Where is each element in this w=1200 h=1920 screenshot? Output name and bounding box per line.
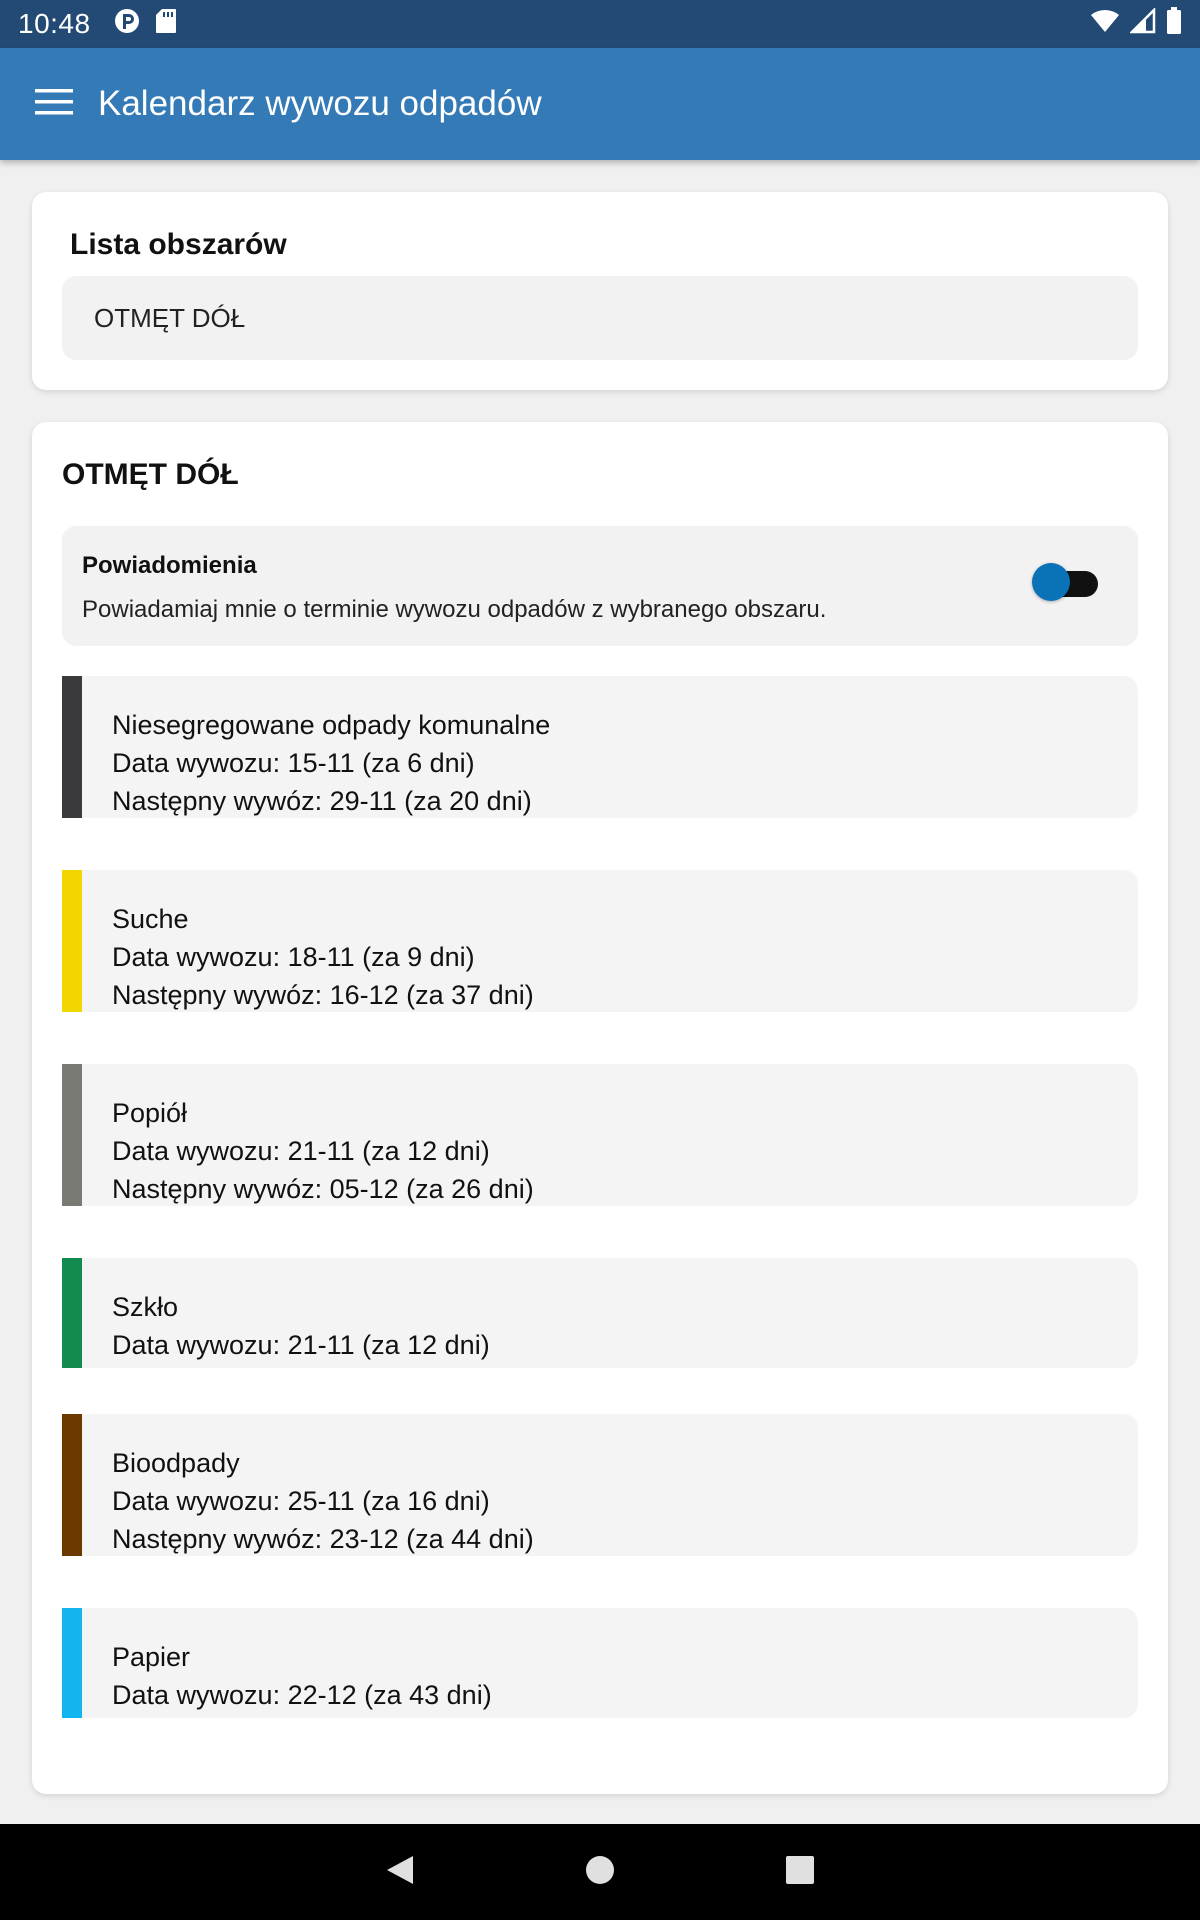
waste-item (62, 870, 1138, 1012)
waste-color-stripe (62, 1064, 82, 1206)
back-triangle-icon (385, 1854, 415, 1891)
waste-pickup-date: Data wywozu: 21-11 (za 12 dni) (112, 1136, 490, 1166)
waste-pickup-date: Data wywozu: 25-11 (za 16 dni) (112, 1486, 490, 1516)
area-name: OTMĘT DÓŁ (94, 302, 246, 333)
waste-pickup-date: Data wywozu: 18-11 (za 9 dni) (112, 942, 475, 972)
app-title: Kalendarz wywozu odpadów (98, 84, 542, 123)
toggle-thumb (1032, 563, 1070, 601)
areas-card-title: Lista obszarów (70, 228, 287, 261)
notifications-panel (62, 526, 1138, 646)
waste-next-pickup: Następny wywóz: 29-11 (za 20 dni) (112, 786, 532, 816)
hamburger-menu-icon (35, 88, 73, 121)
wifi-icon (1090, 8, 1120, 41)
waste-color-stripe (62, 1608, 82, 1718)
battery-icon (1166, 7, 1182, 42)
waste-pickup-date: Data wywozu: 22-12 (za 43 dni) (112, 1680, 492, 1710)
waste-item (62, 1414, 1138, 1556)
waste-color-stripe (62, 870, 82, 1012)
area-list-item[interactable] (62, 276, 1138, 360)
status-time: 10:48 (18, 8, 91, 39)
menu-button[interactable] (26, 76, 82, 132)
waste-name: Bioodpady (112, 1448, 240, 1478)
waste-color-stripe (62, 1258, 82, 1368)
waste-name: Szkło (112, 1292, 179, 1322)
notifications-description: Powiadamiaj mnie o terminie wywozu odpadów z wybranego obszaru. (82, 596, 827, 623)
cell-signal-icon (1130, 8, 1156, 41)
waste-name: Suche (112, 904, 189, 934)
waste-next-pickup: Następny wywóz: 05-12 (za 26 dni) (112, 1174, 534, 1204)
waste-next-pickup: Następny wywóz: 16-12 (za 37 dni) (112, 980, 534, 1010)
notifications-toggle[interactable] (1036, 568, 1098, 598)
area-detail-title: OTMĘT DÓŁ (62, 458, 239, 491)
waste-item (62, 676, 1138, 818)
waste-name: Popiół (112, 1098, 188, 1128)
waste-pickup-date: Data wywozu: 15-11 (za 6 dni) (112, 748, 475, 778)
sync-icon (113, 7, 141, 42)
areas-card (32, 192, 1168, 390)
waste-name: Papier (112, 1642, 191, 1672)
back-button[interactable] (380, 1852, 420, 1892)
sd-card-icon (155, 8, 177, 41)
waste-item (62, 1064, 1138, 1206)
recents-square-icon (785, 1855, 815, 1890)
waste-pickup-date: Data wywozu: 21-11 (za 12 dni) (112, 1330, 490, 1360)
area-detail-card (32, 422, 1168, 1794)
waste-next-pickup: Następny wywóz: 23-12 (za 44 dni) (112, 1524, 534, 1554)
waste-color-stripe (62, 676, 82, 818)
home-circle-icon (585, 1855, 615, 1890)
notifications-title: Powiadomienia (82, 552, 257, 579)
recents-button[interactable] (780, 1852, 820, 1892)
app-bar (0, 48, 1200, 160)
waste-item (62, 1608, 1138, 1718)
status-bar (0, 0, 1200, 48)
navigation-bar (0, 1824, 1200, 1920)
waste-color-stripe (62, 1414, 82, 1556)
waste-item (62, 1258, 1138, 1368)
home-button[interactable] (580, 1852, 620, 1892)
waste-name: Niesegregowane odpady komunalne (112, 710, 551, 740)
